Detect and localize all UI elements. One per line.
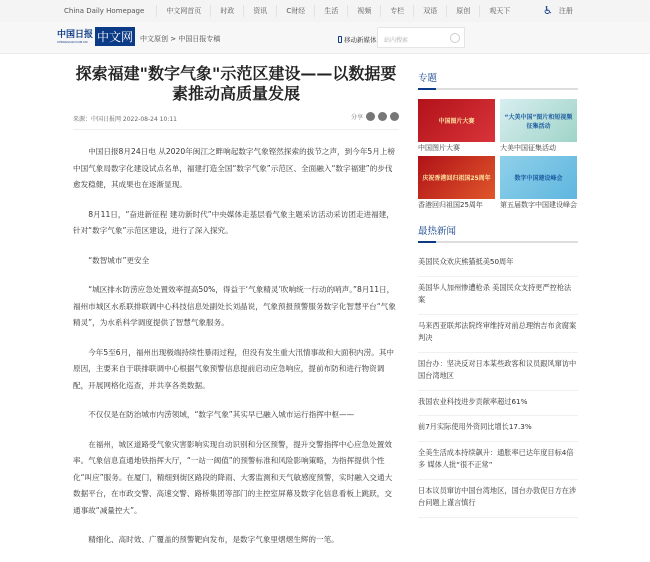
hot-news-item[interactable]: 全美生活成本持续飙升：通胀率已达年度目标4倍多 媒体人批“很不正常”	[418, 442, 578, 480]
paragraph: 中国日报8月24日电 从2020年闽江之畔响起数字气象铿然探索的拔节之声，到今年5月上榜中国气象局数字化建设试点名单，福建打造全国“数字气象”示范区、全面融入“数字福建”的步伐愈发稳健，其成果也在逐渐显现。	[73, 147, 396, 189]
topic-caption[interactable]: 第五届数字中国建设峰会	[500, 201, 577, 209]
thumbnail-text: 庆祝香港回归祖国25周年	[422, 175, 491, 182]
share-bar	[351, 112, 399, 121]
sidebar	[418, 70, 578, 518]
nav-item[interactable]: 观天下	[479, 5, 519, 17]
hot-news-item[interactable]: 美国民众欢庆熊猫抵美50周年	[418, 251, 578, 277]
topic-card[interactable]	[418, 156, 495, 213]
paragraph: 今年5至6月，福州出现极端持续性暴雨过程，但没有发生重大汛情事故和大面积内涝。其中原因，主要来自于联排联调中心根据气象预警信息提前启动应急响应，提前布防和进行物资调配，开展网格化巡查，并共享各类数据。	[73, 347, 395, 390]
header	[0, 22, 650, 54]
search-input[interactable]	[377, 27, 465, 48]
article	[73, 64, 399, 562]
hot-news-item[interactable]: 美国华人加州惨遭枪杀 美国民众支持更严控枪法案	[418, 277, 578, 315]
more-share-icon[interactable]	[390, 112, 399, 121]
weibo-icon[interactable]	[378, 112, 387, 121]
thumbnail-text: “大美中国”图片和短视频征集活动	[504, 113, 573, 130]
user-area	[543, 4, 573, 17]
breadcrumb[interactable]: 中文原创 > 中国日报专稿	[140, 35, 221, 43]
wechat-icon[interactable]	[366, 112, 375, 121]
article-title: 探索福建"数字气象"示范区建设——以数据要素推动高质量发展	[75, 64, 397, 103]
hot-news-item[interactable]: 前7月实际使用外资同比增长17.3%	[418, 416, 578, 442]
paragraph: “数智城市”更安全	[88, 255, 150, 265]
thumbnail-text: 中国图片大赛	[438, 118, 475, 125]
topic-thumbnail[interactable]	[500, 99, 577, 142]
topic-card[interactable]	[500, 99, 577, 156]
logo-box: 中文网	[95, 27, 135, 46]
mobile-media-link[interactable]	[338, 35, 377, 44]
topic-thumbnail[interactable]	[418, 99, 495, 142]
topic-caption[interactable]: 香港回归祖国25周年	[418, 201, 483, 209]
hot-news-heading: 最热新闻	[418, 223, 578, 243]
nav-item[interactable]: 资讯	[243, 5, 276, 17]
paragraph: 8月11日，“奋进新征程 建功新时代”中央媒体走基层看气象主题采访活动采访团走进福建，针对“数字气象”示范区建设，进行了深入探究。	[73, 209, 394, 235]
topic-thumbnail[interactable]	[418, 156, 495, 199]
hot-news-item[interactable]: 马来西亚联邦法院终审维持对前总理纳吉布贪腐案判决	[418, 315, 578, 353]
nav-item[interactable]: C财经	[276, 5, 314, 17]
logo-sub: CHINADAILY.COM.CN	[57, 39, 88, 44]
logo[interactable]	[57, 27, 135, 46]
nav-item[interactable]: 时政	[210, 5, 243, 17]
thumbnail-text: 数字中国建设峰会	[514, 175, 563, 182]
nav-item[interactable]: China Daily Homepage	[64, 7, 145, 15]
paragraph: 精细化、高时效、广覆盖的预警靶向发布，是数字气象里熠熠生辉的一笔。	[88, 535, 339, 544]
topic-thumbnail[interactable]	[500, 156, 577, 199]
wheelchair-icon[interactable]: ♿	[543, 4, 553, 17]
topic-card[interactable]	[500, 156, 577, 213]
article-body	[73, 144, 399, 549]
nav-item[interactable]: 双语	[413, 5, 446, 17]
hot-news-item[interactable]: 日本议员窜访中国台湾地区，国台办敦促日方在涉台问题上谨言慎行	[418, 480, 578, 518]
article-meta	[73, 114, 399, 130]
nav-item[interactable]: 视频	[347, 5, 380, 17]
topic-card[interactable]	[418, 99, 495, 156]
hot-news-item[interactable]: 国台办：坚决反对日本某些政客和议员跟风窜访中国台湾地区	[418, 353, 578, 391]
paragraph: “城区排水防涝应急处置效率提高50%，得益于‘气象精灵’吹响统一行动的哨声。”8月11日，福州市城区水系联排联调中心科技信息处副处长刘晶说，气象预报预警服务数字化智慧平台“气象精灵”，为水系科学调度提供了智慧气象服务。	[73, 285, 396, 327]
nav-item[interactable]: 原创	[446, 5, 479, 17]
mobile-label: 移动新媒体	[344, 36, 377, 44]
search-placeholder: 站内搜索	[384, 37, 409, 44]
nav-item[interactable]: 专栏	[380, 5, 413, 17]
phone-icon	[338, 36, 342, 43]
source-date: 来源：中国日报网 2022-08-24 10:11	[73, 116, 177, 123]
hot-news-item[interactable]: 我国农业科技进步贡献率超过61%	[418, 391, 578, 417]
top-nav	[0, 0, 650, 22]
nav-item[interactable]: 生活	[314, 5, 347, 17]
logo-cn: 中国日报	[57, 29, 94, 40]
topics-heading: 专题	[418, 70, 578, 90]
search-icon[interactable]	[450, 33, 460, 43]
share-label: 分享	[350, 114, 363, 121]
paragraph: 不仅仅是在防治城市内涝领域，“数字气象”其实早已融入城市运行指挥中枢——	[88, 410, 355, 419]
topic-caption[interactable]: 大美中国征集活动	[500, 144, 556, 152]
register-link[interactable]: 注册	[558, 6, 573, 15]
paragraph: 在福州，城区道路受气象灾害影响实现自动识别和分区预警，提升交警指挥中心应急处置效率。气象信息直通地铁指挥大厅，“一站一阈值”的预警标准和风险影响策略，为指挥提供个性化“叫应”服务。在厦门，精细到街区路段的降雨、大雾监测和天气敏感度预警，实时融入交通大数据平台，在市政交警、高速交警、路桥集团等部门的主控室屏幕及数字化信息看板上跳跃，交通事故“减量控大”。	[73, 439, 393, 515]
topic-caption[interactable]: 中国图片大赛	[418, 144, 460, 152]
nav-item[interactable]: 中文网首页	[156, 5, 210, 17]
